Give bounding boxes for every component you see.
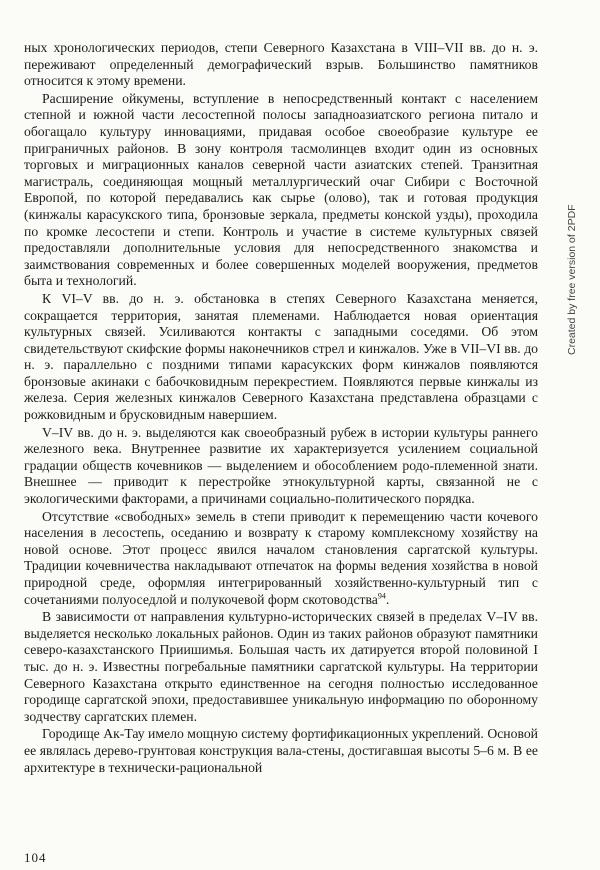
page-number: 104 xyxy=(24,850,47,865)
paragraph-free-lands-text: Отсутствие «свободных» земель в степи приводит к перемещению части кочевого населения в лесостепь, оседанию и возврату к старому комплексному хозяйству на новой основе. Этот процесс явился началом становления саргатской культуры. Традиции кочевничества накладывают отпечаток на формы ведения хозяйства в новой природной среде, оформляя интегрированный хозяйственно-культурный тип с сочетаниями полуоседлой и полукочевой форм скотоводства xyxy=(24,508,538,607)
paragraph-oikumene: Расширение ойкумены, вступление в непосредственный контакт с населением степной и южной части лесостепной полосы западноазиатского региона питало и обогащало культуру инновациями, придавая особое своеобразие культуре ее приграничных районов. В зону контроля тасмолинцев входит один из основных торговых и миграционных каналов северной части азиатских степей. Транзитная магистраль, соединяющая мощный металлургический очаг Сибири с Восточной Европой, по которой передавались как сырье (олово), так и готовая продукция (кинжалы карасукского типа, бронзовые зеркала, предметы конской узды), проходила по кромке лесостепи и степи. Контроль и участие в системе культурных связей предоставляли дополнительные условия для непосредственного знакомства и заимствования современных и более совершенных моделей вооружения, предметов быта и технологий. xyxy=(24,90,538,289)
paragraph-fifth-century: V–IV вв. до н. э. выделяются как своеобразный рубеж в истории культуры раннего железного века. Внутреннее развитие их характеризуется усилением социальной градации обществ кочевников — выделением и обособлением родо-племенной знати. Внешнее — приводит к перестройке этнокультурной карты, связанной не с экологическими факторами, а причинами социально-политического порядка. xyxy=(24,424,538,507)
document-page xyxy=(24,40,538,776)
paragraph-free-lands-tail: . xyxy=(385,591,390,607)
paragraph-continuation: ных хронологических периодов, степи Северного Казахстана в VIII–VII вв. до н. э. переживают определенный демографический взрыв. Большинство памятников относится к этому времени. xyxy=(24,40,538,89)
paragraph-free-lands xyxy=(24,509,538,609)
paragraph-sixth-century: К VI–V вв. до н. э. обстановка в степях Северного Казахстана меняется, сокращается территория, занятая племенами. Наблюдается новая ориентация культурных связей. Усиливаются контакты с западными соседями. Об этом свидетельствуют скифские формы наконечников стрел и кинжалов. Уже в VII–VI вв. до н. э. параллельно с поздними типами карасукских форм кинжалов появляются бронзовые акинаки с бабочковидным перекрестием. Появляются первые кинжалы из железа. Серия железных кинжалов Северного Казахстана представлена образцами с рожковидным и брусковидным навершием. xyxy=(24,290,538,423)
paragraph-local-regions: В зависимости от направления культурно-исторических связей в пределах V–IV вв. выделяется несколько локальных районов. Один из таких районов образуют памятники северо-казахстанского Приишимья. Большая часть их датируется второй половиной I тыс. до н. э. Известны погребальные памятники саргатской культуры. На территории Северного Казахстана открыто единственное на сегодня полностью исследованное городище саргатской эпохи, предоставившее уникальную информацию по оборонному зодчеству саргатских племен. xyxy=(24,609,538,724)
watermark-text: Created by free version of 2PDF xyxy=(566,204,578,356)
footnote-reference[interactable]: 94 xyxy=(377,591,386,601)
paragraph-ak-tau: Городище Ак-Тау имело мощную систему фортификационных укреплений. Основой ее являлась дерево-грунтовая конструкция вала-стены, достигавшая высоты 5–6 м. В ее архитектуре в технически-рациональной xyxy=(24,726,538,775)
